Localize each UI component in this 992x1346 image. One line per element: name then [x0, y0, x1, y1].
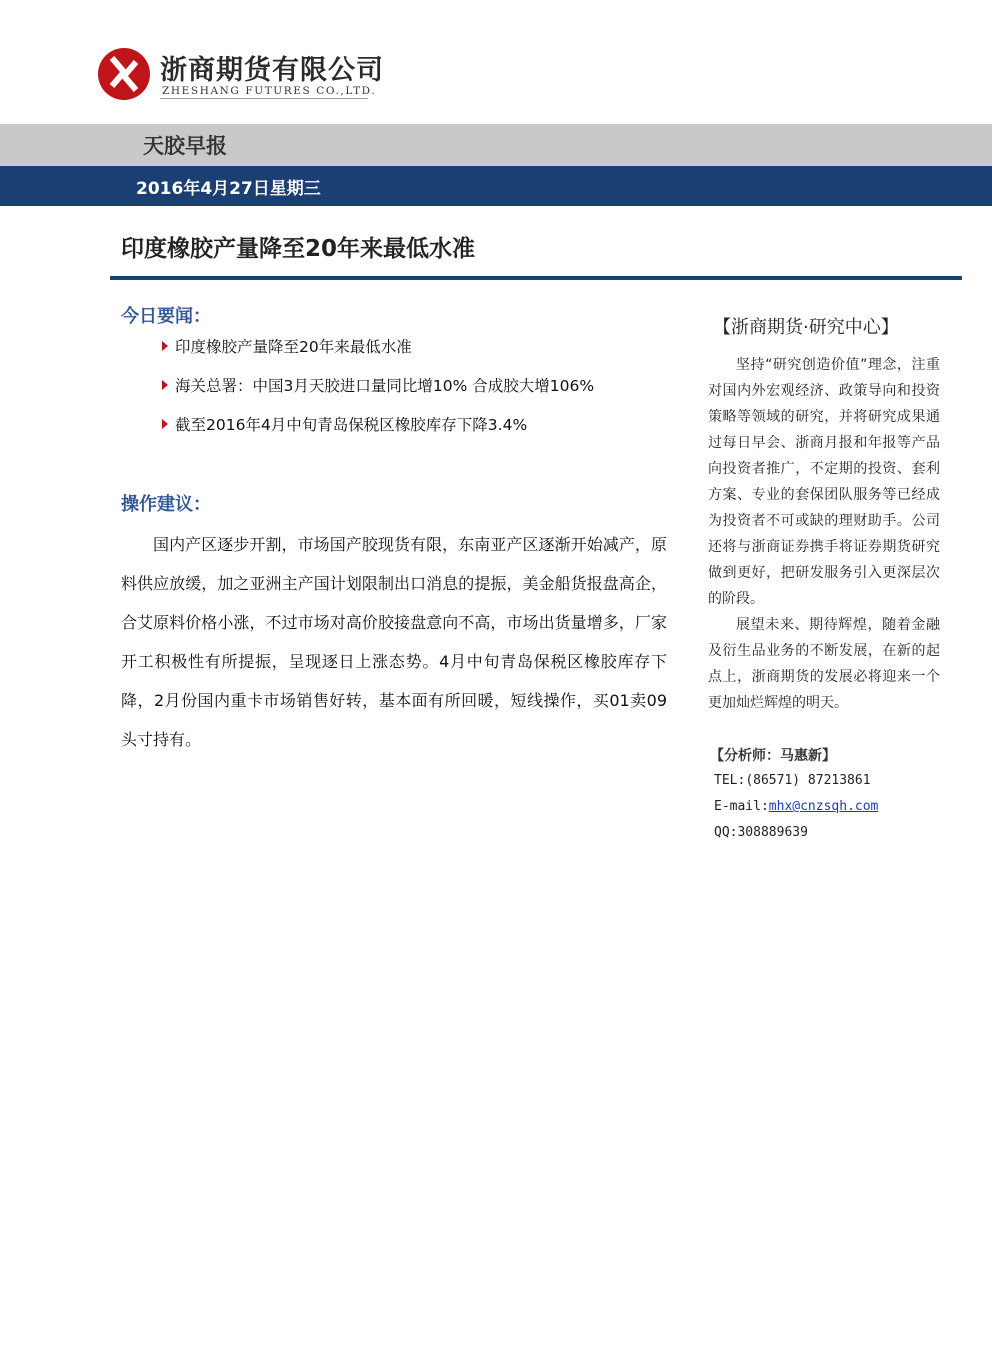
logo-divider [160, 98, 368, 99]
news-item [162, 374, 594, 396]
contact-email [714, 799, 878, 814]
company-logo-icon [96, 46, 152, 102]
company-name-cn: 浙商期货有限公司 [160, 55, 384, 86]
news-item-text: 海关总署：中国3月天胶进口量同比增10% 合成胶大增106% [175, 377, 595, 395]
email-link[interactable]: mhx@cnzsqh.com [768, 799, 879, 814]
contact-qq [714, 825, 808, 840]
sidebar-title: 【浙商期货·研究中心】 [713, 317, 899, 338]
sidebar-outlook-paragraph: 展望未来、期待辉煌，随着金融及衍生品业务的不断发展，在新的起点上，浙商期货的发展必将迎来一个更加灿烂辉煌的明天。 [708, 617, 940, 711]
report-type-band [0, 124, 992, 166]
analyst-name: 【分析师：马惠新】 [710, 748, 836, 764]
company-logo [96, 46, 384, 106]
report-date: 2016年4月27日星期三 [136, 179, 321, 199]
advice-text: 国内产区逐步开割，市场国产胶现货有限，东南亚产区逐渐开始减产，原料供应放缓，加之亚洲主产国计划限制出口消息的提振，美金船货报盘高企，合艾原料价格小涨，不过市场对高价胶接盘意向不高，市场出货量增多，厂家开工积极性有所提振，呈现逐日上涨态势。4月中旬青岛保税区橡胶库存下降，2月份国内重卡市场销售好转，基本面有所回暖，短线操作，买01卖09头寸持有。 [121, 535, 667, 749]
qq-label: QQ: [714, 825, 738, 840]
news-item [162, 413, 527, 435]
bullet-arrow-icon [162, 341, 168, 351]
news-item [162, 335, 412, 357]
sidebar-intro-paragraph: 坚持“研究创造价值”理念，注重对国内外宏观经济、政策导向和投资策略等领域的研究，并将研究成果通过每日早会、浙商月报和年报等产品向投资者推广，不定期的投资、套利方案、专业的套保团队服务等已经成为投资者不可或缺的理财助手。公司还将与浙商证券携手将证券期货研究做到更好，把研发服务引入更深层次的阶段。 [708, 357, 940, 607]
company-name-en: ZHESHANG FUTURES CO.,LTD. [162, 85, 377, 97]
contact-tel [714, 773, 871, 788]
report-headline: 印度橡胶产量降至20年来最低水准 [121, 236, 476, 262]
bullet-arrow-icon [162, 380, 168, 390]
today-news-title: 今日要闻： [121, 306, 211, 327]
news-item-text: 截至2016年4月中旬青岛保税区橡胶库存下降3.4% [175, 416, 528, 434]
headline-divider [110, 276, 962, 280]
email-label: E-mail: [714, 799, 769, 814]
news-item-text: 印度橡胶产量降至20年来最低水准 [175, 338, 412, 356]
qq-value: 308889639 [737, 825, 808, 840]
report-type: 天胶早报 [143, 134, 227, 158]
advice-title: 操作建议： [121, 494, 211, 515]
tel-value: (86571) 87213861 [745, 773, 871, 788]
report-date-band [0, 166, 992, 206]
bullet-arrow-icon [162, 419, 168, 429]
tel-label: TEL: [714, 773, 746, 788]
